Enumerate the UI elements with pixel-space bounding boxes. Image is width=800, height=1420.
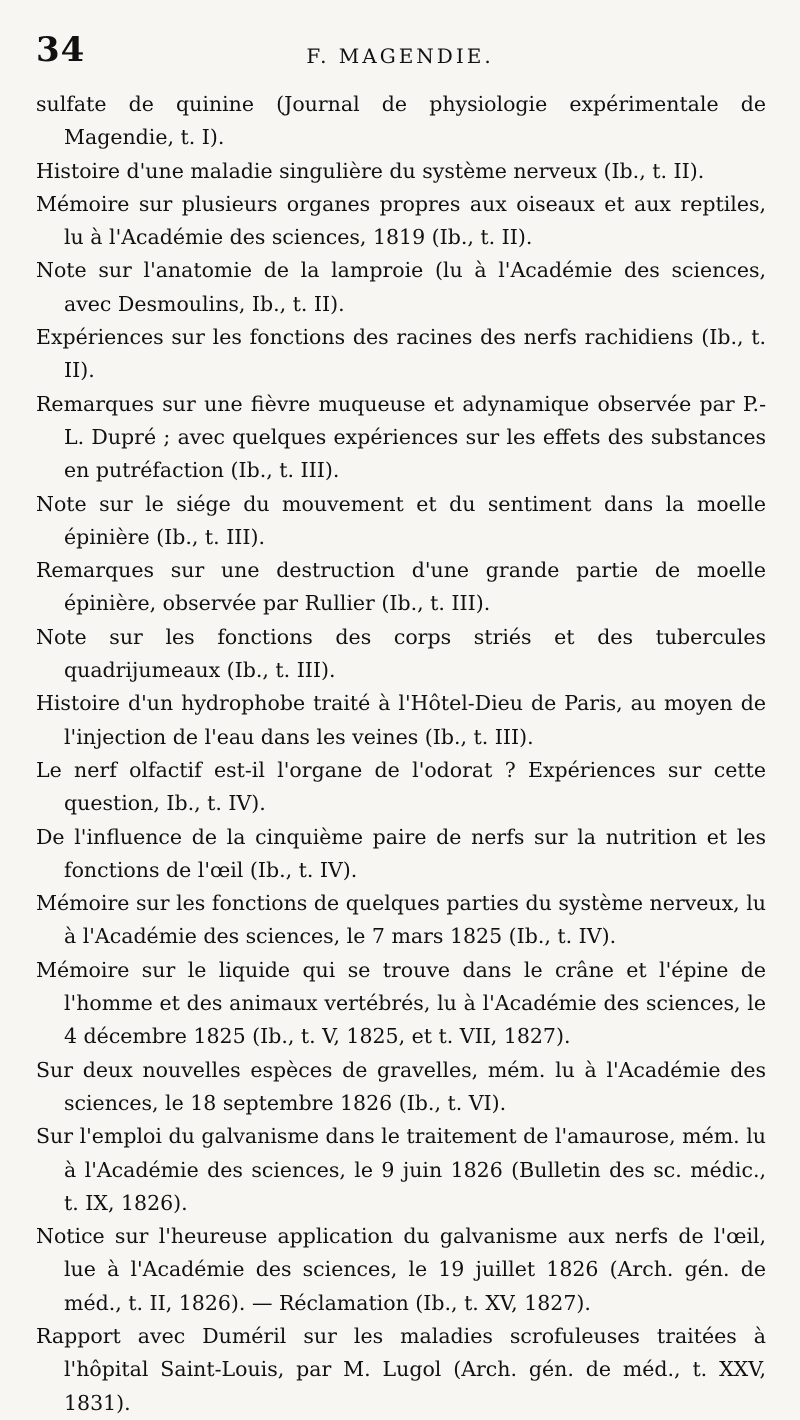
bibliography-entry: Histoire d'une maladie singulière du système nerveux (Ib., t. II). xyxy=(36,158,705,183)
bibliography-entry: Le nerf olfactif est-il l'organe de l'odorat ? Expériences sur cette question, Ib., t. IV). xyxy=(36,757,766,816)
bibliography-entry: Note sur le siége du mouvement et du sentiment dans la moelle épinière (Ib., t. III). xyxy=(36,491,766,549)
bibliography-entry: Expériences sur les fonctions des racines des nerfs rachidiens (Ib., t. II). xyxy=(36,325,766,383)
bibliography-entry: Remarques sur une destruction d'une grande partie de moelle épinière, observée par Rullier (Ib., t. III). xyxy=(36,558,766,616)
bibliography-entry: Notice sur l'heureuse application du galvanisme aux nerfs de l'œil, lue à l'Académie des sciences, le 19 juillet 1826 (Arch. gén. de méd., t. II, 1826). — Réclamation (Ib., t. XV, 1827). xyxy=(36,1224,766,1315)
bibliography-entry: Mémoire sur plusieurs organes propres aux oiseaux et aux reptiles, lu à l'Académie des sciences, 1819 (Ib., t. II). xyxy=(36,191,766,250)
bibliography-entry: Sur deux nouvelles espèces de gravelles, mém. lu à l'Académie des sciences, le 18 septembre 1826 (Ib., t. VI). xyxy=(36,1057,766,1115)
page-header xyxy=(36,30,764,80)
bibliography-entry: Note sur les fonctions des corps striés et des tubercules quadrijumeaux (Ib., t. III). xyxy=(36,624,766,683)
bibliography-list xyxy=(36,88,766,1420)
bibliography-entry: sulfate de quinine (Journal de physiologie expérimentale de Magendie, t. I). xyxy=(36,92,766,150)
bibliography-entry: Sur l'emploi du galvanisme dans le traitement de l'amaurose, mém. lu à l'Académie des sciences, le 9 juin 1826 (Bulletin des sc. médic., t. IX, 1826). xyxy=(36,1124,766,1215)
bibliography-entry: Remarques sur une fièvre muqueuse et adynamique observée par P.-L. Dupré ; avec quelques expériences sur les effets des substances en putréfaction (Ib., t. III). xyxy=(36,391,766,483)
bibliography-entry: Mémoire sur le liquide qui se trouve dans le crâne et l'épine de l'homme et des animaux vertébrés, lu à l'Académie des sciences, le 4 décembre 1825 (Ib., t. V, 1825, et t. VII, 1827). xyxy=(36,957,766,1049)
bibliography-entry: Rapport avec Duméril sur les maladies scrofuleuses traitées à l'hôpital Saint-Louis, par M. Lugol (Arch. gén. de méd., t. XXV, 1831). xyxy=(36,1323,766,1415)
bibliography-entry: Histoire d'un hydrophobe traité à l'Hôtel-Dieu de Paris, au moyen de l'injection de l'eau dans les veines (Ib., t. III). xyxy=(36,691,766,749)
bibliography-entry: Mémoire sur les fonctions de quelques parties du système nerveux, lu à l'Académie des sciences, le 7 mars 1825 (Ib., t. IV). xyxy=(36,891,766,949)
running-head: F. MAGENDIE. xyxy=(306,44,494,68)
bibliography-entry: De l'influence de la cinquième paire de nerfs sur la nutrition et les fonctions de l'œil (Ib., t. IV). xyxy=(36,824,766,882)
page-number: 34 xyxy=(36,30,86,70)
bibliography-entry: Note sur l'anatomie de la lamproie (lu à l'Académie des sciences, avec Desmoulins, Ib., t. II). xyxy=(36,258,766,316)
